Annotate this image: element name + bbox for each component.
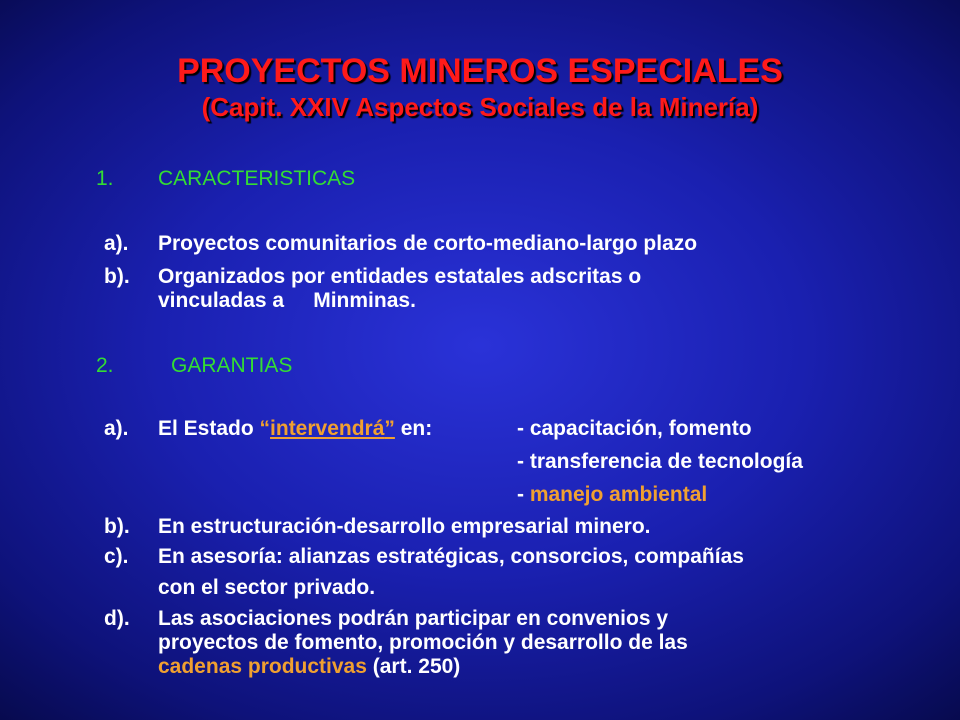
list-marker: b).: [104, 515, 130, 538]
slide-subtitle: (Capit. XXIV Aspectos Sociales de la Minería): [201, 92, 759, 122]
list-item-2a: [104, 418, 904, 442]
bullet-transferencia: - transferencia de tecnología: [517, 450, 803, 473]
highlight-intervendra: intervendrá: [270, 417, 385, 440]
text-suffix: en:: [394, 417, 433, 440]
list-marker: c).: [104, 545, 129, 568]
list-text-line1: Organizados por entidades estatales adscritas o: [158, 265, 642, 288]
bullet-dash: -: [517, 483, 530, 506]
list-marker: b).: [104, 265, 130, 288]
section-heading-garantias: [96, 354, 496, 378]
list-text-line3: [158, 656, 460, 678]
list-text-line2: vinculadas a Minminas.: [158, 289, 416, 312]
quote-close: ”: [384, 417, 395, 440]
section-number: 1.: [96, 167, 114, 190]
highlight-cadenas-productivas: cadenas productivas: [158, 655, 367, 678]
list-marker: a).: [104, 232, 129, 255]
text-prefix: El Estado: [158, 417, 260, 440]
list-item-2b: [104, 516, 904, 540]
list-marker: d).: [104, 607, 130, 630]
list-text-line1: En asesoría: alianzas estratégicas, consorcios, compañías: [158, 545, 744, 568]
slide-title: PROYECTOS MINEROS ESPECIALES: [177, 52, 783, 90]
highlight-manejo-ambiental: manejo ambiental: [529, 483, 708, 506]
list-item-2c: [104, 546, 904, 602]
list-item-1b: [104, 266, 904, 314]
list-item-1a: [104, 233, 904, 257]
text-rest: (art. 250): [366, 655, 461, 678]
list-marker: a).: [104, 417, 129, 440]
list-text: Proyectos comunitarios de corto-mediano-largo plazo: [158, 232, 698, 255]
list-text-line2: con el sector privado.: [158, 576, 376, 599]
section-number: 2.: [96, 354, 114, 377]
list-text-line2: proyectos de fomento, promoción y desarrollo de las: [158, 631, 688, 654]
bullet-capacitacion: - capacitación, fomento: [517, 417, 752, 440]
list-text: En estructuración-desarrollo empresarial minero.: [158, 515, 651, 538]
section-label: CARACTERISTICAS: [158, 167, 356, 190]
list-text-line1: Las asociaciones podrán participar en convenios y: [158, 607, 669, 630]
section-heading-caracteristicas: [96, 167, 496, 191]
list-text: [158, 418, 432, 440]
bullet-manejo-ambiental: [517, 484, 707, 506]
list-item-2d: [104, 608, 904, 680]
section-label: GARANTIAS: [171, 354, 293, 377]
quote-open: “: [259, 417, 271, 440]
